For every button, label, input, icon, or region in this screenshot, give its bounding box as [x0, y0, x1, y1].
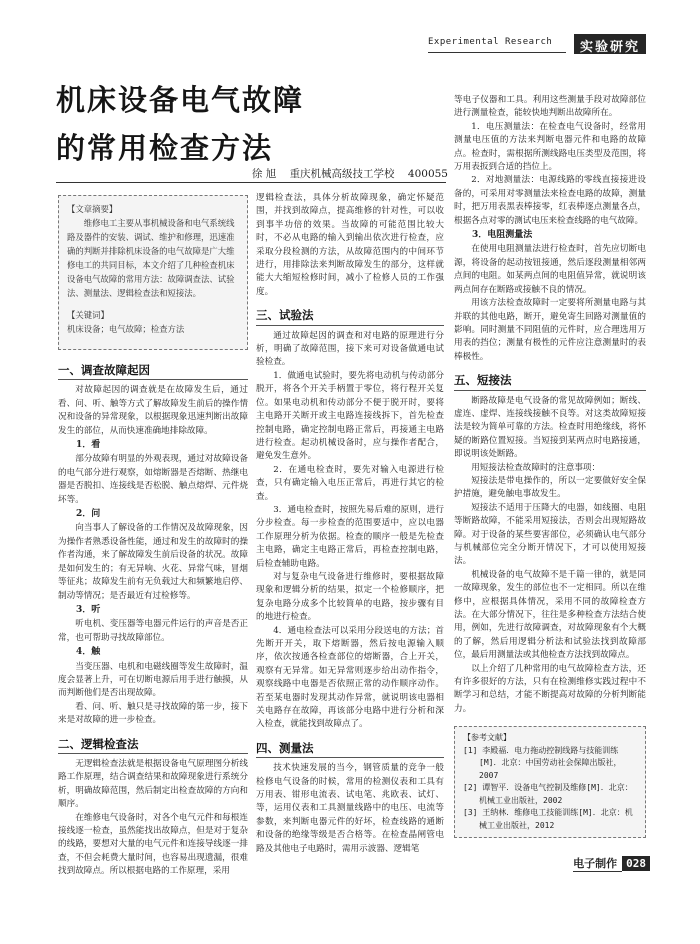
page-footer: [573, 855, 650, 871]
paragraph: 用该方法检查故障时一定要将所测量电路与其并联的其他电路，断开，避免寄生回路对测量值的影响。同时测量不同阻值的元件时，应合理选用万用表的挡位；测量有极性的元件应注意测量时的表棒极性。: [454, 298, 646, 362]
author-name: 徐 旭: [251, 168, 277, 180]
paragraph: 4．通电检查法可以采用分段送电的方法；首先断开开关，取下熔断器，然后按电源输入顺序，依次按通各检查部位的熔断器，合上开关，观察有无异常。如无异常则逐步给出动作指令，观察线路中电器是否依照正常的动作顺序动作。若至某电器时发现其动作异常，就说明该电器相关电路存在故障，再该部分电路中进行分析和深入检查，就能找到故障点了。: [256, 625, 444, 730]
paragraph: 机械设备的电气故障不是千篇一律的，就是同一故障现象，发生的部位也不一定相同。所以在维修中，应根据具体情况，采用不同的故障检查方法。在大部分情况下，往往是多种检查方法结合使用，例如，先进行故障调查，对故障现象有个大概的了解，然后用逻辑分析法和试验法找到故障部位，最后用测量法或其他检查方法找到故障点。: [454, 569, 646, 661]
abstract-box: [58, 195, 248, 350]
paragraph: 技术快速发展的当今，钢管质量的竞争一般检修电气设备的时候，常用的检测仪表和工具有万用表、钳形电流表、试电笔、兆欧表、试灯、等，运用仪表和工具测量线路中的电压、电流等参数，来判断电器元件的好坏，检查线路的通断和设备的绝缘等级是否合格等。在检查晶闸管电路及其他电子电路时，需用示波器、逻辑笔: [256, 763, 444, 854]
subsection-heading: 3．电阻测量法: [472, 230, 533, 241]
page-header: [428, 34, 646, 56]
paragraph: 在使用电阻测量法进行检查时，首先应切断电源，将设备的起动按钮接通，然后逐段测量相邻两点间的电阻。如某两点间的电阻值异常，就说明该两点间存在断路或接触不良的情况。: [454, 244, 646, 295]
paragraph: 当变压器、电机和电磁线圈等发生故障时，温度会显著上升，可在切断电源后用手进行触摸，从而判断他们是否出现故障。: [58, 661, 248, 699]
paragraph: 对与复杂电气设备进行维修时，要根据故障现象和逻辑分析的结果，拟定一个检修顺序，把复杂电路分成多个比较简单的电路，按步骤有目的地进行检查。: [256, 571, 444, 623]
author-affiliation: 重庆机械高级技工学校: [289, 168, 395, 180]
article-title-line2: 的常用检查方法: [56, 131, 274, 165]
paragraph: 短接法不适用于压降大的电器，如线圈、电阻等断路故障，不能采用短接法，否则会出现短路故障。对于设备的某些要害部位，必须确认电气部分与机械部位完全分断开情况下，才可以使用短接法。: [454, 502, 646, 567]
paragraph: 部分故障有明显的外观表现，通过对故障设备的电气部分进行观察，如熔断器是否熔断、热继电器是否脱扣、连接线是否松脱、触点熔焊、元件烧坏等。: [58, 454, 248, 505]
paragraph: 逻辑检查法，具体分析故障现象，确定怀疑范围，并找到故障点，提高维修的针对性，可以收到事半功倍的效果。当故障的可能范围比较大时，不必从电路的输入到输出依次进行检查，应采取分段检测的方法，从故障范围内的中间环节进行，用排除法来判断故障发生的部分，这样就能大大缩短检修时间，减小了检修人员的工作强度。: [256, 193, 444, 297]
section-title: 五、短接法: [454, 374, 646, 390]
paragraph: 等电子仪器和工具。利用这些测量手段对故障部位进行测量检查，能较快地判断出故障所在。: [454, 95, 646, 119]
paragraph: 2．对地测量法：电源线路的零线直接接进设备的，可采用对零测量法来检查电路的故障，测量时，把万用表黑表棒接零，红表棒逐点测量各点，根据各点对零的测试电压来检查线路的电气故障。: [454, 175, 646, 226]
section-title: 三、试验法: [256, 309, 444, 325]
paragraph: 无逻辑检查法就是根据设备电气原理图分析线路工作原理，结合调查结果和故障现象进行系统分析，明确故障范围，然后制定出检查故障的方向和顺序。: [58, 758, 248, 810]
subsection-heading: 4．触: [76, 647, 101, 658]
paragraph: 短接法是带电操作的，所以一定要做好安全保护措施，避免触电事故发生。: [454, 475, 646, 500]
subsection-heading: 3．听: [76, 604, 101, 615]
keywords-text: 机床设备；电气故障；检查方法: [67, 324, 185, 334]
section-title: 二、逻辑检查法: [58, 738, 248, 754]
paragraph: 3．通电检查时，按照先易后难的原则，进行分步检查。每一步检查的范围要适中，应以电器工作原理分析为依据。检查的顺序一般是先检查主电路，确定主电路正常后，再检查控制电路，后检查辅助电路。: [256, 504, 444, 569]
paragraph: 用短接法检查故障时的注意事项：: [471, 462, 601, 473]
subsection-heading: 2．问: [76, 509, 101, 520]
section-title: 一、调查故障起因: [58, 364, 248, 380]
column-2: [256, 192, 444, 856]
paragraph: 断路故障是电气设备的常见故障例如；断线、虚连、虚焊、连接线接触不良等。对这类故障短接法是较为简单可靠的方法。检查时用绝缘线，将怀疑的断路位置短接。当短接到某两点时电路接通，即说明该处断路。: [454, 395, 646, 460]
paragraph: 在维修电气设备时，对各个电气元件和每根连接线逐一检查，虽然能找出故障点，但是对于复杂的线路，要想对大量的电气元件和连接导线逐一排查，不但会耗费大量时间，也容易出现遗漏，很难找到故障点。所以根据电路的工作原理，采用: [58, 812, 248, 877]
column-1: [58, 354, 248, 879]
paragraph: 1．电压测量法：在检查电气设备时，经常用测量电压值的方法来判断电器元件和电路的故障点。检查时，需根据所测线路电压类型及范围，将万用表扳到合适的挡位上。: [454, 121, 646, 173]
author-postcode: 400055: [407, 168, 448, 180]
section-label-en: Experimental Research: [428, 37, 553, 47]
page-number: 028: [622, 856, 650, 871]
author-divider: [56, 182, 446, 183]
abstract-text: 维修电工主要从事机械设备和电气系统线路及器件的安装、调试、维护和修理，迅速准确的判断并排除机床设备的电气故障是广大维修电工的共同目标，本文介绍了几种检查机床设备电气故障的常用方法：故障调查法、试验法、测量法、逻辑检查法和短接法。: [67, 218, 235, 298]
abstract-label: 【文章摘要】: [67, 204, 118, 214]
paragraph: 1．做通电试验时，要先将电动机与传动部分脱开，将各个开关手柄置于零位，将行程开关复位。如果电动机和传动部分不便于脱开时，要将主电路开关断开或主电路连接线拆下，首先检查控制电路，确定控制电路正常后，再接通主电路进行检查。起动机械设备时，应与操作者配合，避免发生意外。: [256, 370, 444, 462]
section-title: 四、测量法: [256, 742, 444, 758]
paragraph: 向当事人了解设备的工作情况及故障现象，因为操作者熟悉设备性能，通过和发生的故障时的操作者沟通，来了解故障发生前后设备的状况。故障是如何发生的；有无异响、火花、异常气味，冒烟等征兆；故障发生前有无负载过大和频繁地启停、制动等情况；是否最近有过检修等。: [58, 523, 248, 601]
paragraph: 以上介绍了几种常用的电气故障检查方法，还有许多很好的方法，只有在检测维修实践过程中不断学习和总结，才能不断提高对故障的分析判断能力。: [454, 663, 646, 714]
paragraph: 听电机、变压器等电器元件运行的声音是否正常，也可帮助寻找故障部位。: [58, 619, 248, 643]
subsection-heading: 1．看: [76, 440, 101, 451]
paragraph: 对故障起因的调查就是在故障发生后，通过看、问、听、触等方式了解故障发生前后的操作情况和设备的异常现象，以根据现象迅速判断出故障发生的部位，从而快速准确地排除故障。: [58, 385, 248, 436]
column-3: [454, 94, 646, 838]
reference-item: [1] 李殿福．电力拖动控制线路与技能训练[M]．北京：中国劳动社会保障出版社，2007: [463, 745, 622, 780]
references-label: 【参考文献】: [463, 733, 511, 743]
reference-item: [3] 王纳林．维修电工技能训练[M]．北京：机械工业出版社，2012: [463, 808, 633, 830]
author-line: [252, 166, 448, 181]
paragraph: 看、问、听、触只是寻找故障的第一步，接下来是对故障的进一步检查。: [58, 701, 248, 726]
section-label-cn: 实验研究: [574, 34, 646, 54]
paragraph: 通过故障起因的调查和对电路的原理进行分析，明确了故障范围，接下来可对设备做通电试验检查。: [256, 330, 444, 368]
header-rule: [428, 52, 566, 53]
paragraph: 2．在通电检查时，要先对输入电源进行检查，只有确定输入电压正常后，再进行其它的检查。: [256, 464, 444, 502]
reference-item: [2] 谭智平．设备电气控制及维修[M]．北京：机械工业出版社，2002: [463, 783, 633, 805]
article-title-line1: 机床设备电气故障: [56, 83, 305, 117]
keywords-label: 【关键词】: [67, 310, 109, 320]
references-box: [454, 726, 646, 838]
magazine-name: 电子制作: [573, 855, 622, 872]
